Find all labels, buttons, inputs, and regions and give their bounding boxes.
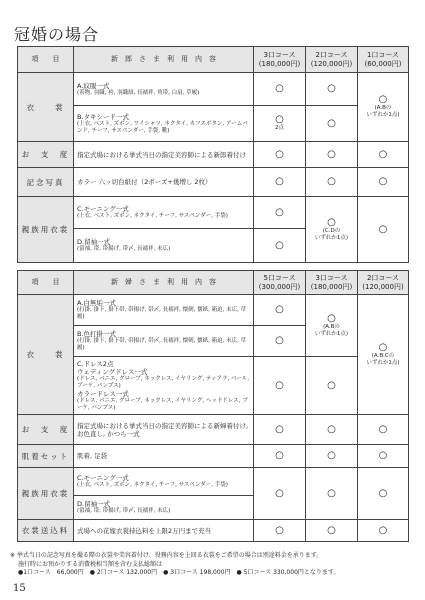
item-content: 指定式場における挙式当日の指定美容師による新郎着付け bbox=[74, 142, 254, 168]
circle-mark: ○ bbox=[358, 468, 409, 520]
category-family: 親族用衣裳 bbox=[18, 197, 74, 263]
item-detail: (ドレス, パニエ, グローブ, ネックレス, イヤリング, ヘッドドレス, ブーケ, パンプス) bbox=[77, 397, 248, 411]
item-title: D.留袖一式 bbox=[77, 238, 111, 246]
circle-mark: ○ bbox=[358, 520, 409, 542]
header-course-2: 2口コース (120,000円) bbox=[358, 271, 409, 295]
item-detail: (打掛, 掛下, 掛下帯, 帯揚げ, 帯〆, 長襦袢, 懐剣, 懐紙, 箱迫, 末広, 草履) bbox=[77, 307, 247, 320]
circle-mark: ○ bbox=[358, 415, 409, 445]
circle-mark: ○ bbox=[254, 197, 306, 229]
circle-mark: ○ bbox=[327, 312, 336, 324]
item-subtitle: カラードレス一式 bbox=[77, 389, 129, 398]
header-item: 項 目 bbox=[18, 47, 74, 73]
circle-mark: ○ bbox=[306, 142, 358, 168]
category-family: 親族用衣裳 bbox=[18, 468, 74, 520]
circle-mark: ○ bbox=[378, 341, 388, 353]
item-detail: (上衣, ベスト, ズボン, ネクタイ, チーフ, サスペンダー, 手袋) bbox=[77, 213, 228, 219]
circle-mark: ○ bbox=[306, 73, 358, 106]
item-detail: (留袖, 帯, 帯揚げ, 帯〆, 長襦袢, 末広) bbox=[77, 508, 171, 514]
circle-mark: ○ bbox=[306, 468, 358, 520]
table-header-row bbox=[18, 47, 409, 73]
circle-mark: ○ bbox=[254, 357, 306, 415]
category-prep: お 支 度 bbox=[18, 142, 74, 168]
header-course-2: 2口コース (120,000円) bbox=[306, 47, 358, 73]
item-title: C.ドレス2点 bbox=[77, 359, 114, 368]
circle-mark: ○ bbox=[254, 468, 306, 520]
table-row bbox=[18, 357, 409, 415]
circle-mark: ○ bbox=[254, 445, 306, 468]
category-shipping: 衣裳送込料 bbox=[18, 520, 74, 542]
circle-mark: ○ bbox=[254, 229, 306, 263]
circle-mark: ○ bbox=[306, 520, 358, 542]
item-detail: (上衣, ベスト, ズボン, ワイシャツ, ネクタイ, カフスボタン, アームバンド, チーフ, サスペンダー, 手袋, 靴) bbox=[77, 120, 248, 134]
table-row bbox=[18, 142, 409, 168]
item-content: 肌着, 足袋 bbox=[74, 445, 254, 468]
item-title: C.モーニング一式 bbox=[77, 205, 129, 213]
circle-mark: ○ bbox=[306, 357, 358, 415]
footnote-line: ●1口コース 66,000円 ● 2口コース 132,000円 ● 3口コース 198,000円 ● 5口コース 330,000円となります。 bbox=[18, 569, 340, 576]
category-skin: 肌着セット bbox=[18, 445, 74, 468]
circle-mark: ○ bbox=[254, 295, 306, 326]
item-detail: (ドレス, パニエ, グローブ, ネックレス, イヤリング, ティアラ, ベール, ブーケ, パンプス) bbox=[77, 375, 250, 389]
header-item: 項 目 bbox=[18, 271, 74, 295]
item-content: 指定式場における挙式当日の指定美容師による新婦着付け, お色直し, かつら一式 bbox=[74, 415, 254, 445]
circle-mark: ○ bbox=[275, 114, 284, 125]
header-course-5: 5口コース (300,000円) bbox=[254, 271, 306, 295]
bride-course-table bbox=[17, 270, 409, 542]
header-content: 新 郎 さ ま 利 用 内 容 bbox=[74, 47, 254, 73]
category-prep: お 支 度 bbox=[18, 415, 74, 445]
category-photo: 記念写真 bbox=[18, 168, 74, 197]
item-content: 式場への花嫁衣裳持込料を上限2万円まで充当 bbox=[74, 520, 254, 542]
item-detail: (打掛, 掛下, 掛下帯, 帯揚げ, 帯〆, 長襦袢, 懐剣, 懐紙, 箱迫, 末広, 草履) bbox=[77, 338, 247, 351]
item-detail: (着物, 羽織, 袴, 羽織紐, 長襦袢, 角帯, 白扇, 草履) bbox=[77, 89, 200, 96]
footnote-line: ※ 挙式当日の記念写真を撮る際の衣裳や美容着付け、役務内容を上回る衣裳をご希望の場合は別途料金を承ります。 bbox=[10, 552, 323, 559]
table-row: 衣 裳 A.白無垢一式 (打掛, 掛下, 掛下帯, 帯揚げ, 帯〆, 長襦袢, 懐剣, 懐紙, 箱迫, 末広, 草履) ○ ○ (A.Bの いずれか1点) ○ (A.B.Cの いずれか1点) bbox=[18, 295, 409, 326]
table-row bbox=[18, 415, 409, 445]
circle-mark: ○ bbox=[254, 142, 306, 168]
item-title: B.色打掛一式 bbox=[77, 330, 117, 338]
footnote-line: 施行時にお預かりする消費税相当額を含む支払総額は bbox=[18, 560, 163, 568]
header-content: 新 婦 さ ま 利 用 内 容 bbox=[74, 271, 254, 295]
category-costume: 衣 裳 bbox=[18, 295, 74, 415]
circle-mark: ○ bbox=[306, 106, 358, 142]
circle-mark: ○ bbox=[254, 520, 306, 542]
circle-mark: ○ bbox=[254, 168, 306, 197]
groom-course-table bbox=[17, 46, 409, 263]
circle-mark: ○ bbox=[306, 445, 358, 468]
circle-mark: ○ bbox=[358, 197, 409, 263]
table-row: 衣 裳 A.紋服一式 (着物, 羽織, 袴, 羽織紐, 長襦袢, 角帯, 白扇, 草履) ○ ○ ○ (A.Bの いずれか1点) bbox=[18, 73, 409, 106]
header-course-3: 3口コース (180,000円) bbox=[254, 47, 306, 73]
table-row bbox=[18, 468, 409, 496]
table-row bbox=[18, 106, 409, 142]
circle-mark: ○ bbox=[358, 142, 409, 168]
table-row bbox=[18, 520, 409, 542]
footnote bbox=[10, 552, 418, 578]
table-row bbox=[18, 445, 409, 468]
item-title: B.タキシード一式 bbox=[77, 112, 129, 121]
table-header-row bbox=[18, 271, 409, 295]
circle-mark: ○ bbox=[327, 216, 336, 228]
item-subtitle: ウェディングドレス一式 bbox=[77, 367, 148, 376]
item-title: A.紋服一式 bbox=[77, 81, 110, 90]
item-detail: (留袖, 帯, 帯揚げ, 帯〆, 長襦袢, 末広) bbox=[77, 246, 171, 252]
item-detail: (上衣, ベスト, ズボン, ネクタイ, チーフ, サスペンダー, 手袋) bbox=[77, 482, 228, 488]
page-title: 冠婚の場合 bbox=[14, 25, 100, 44]
circle-mark: ○ bbox=[254, 73, 306, 106]
circle-mark: ○ bbox=[306, 415, 358, 445]
item-content: カラー 六ッ切台紙付（2ポーズ+幾増し 2枚） bbox=[74, 168, 254, 197]
item-title: D.留袖一式 bbox=[77, 500, 111, 508]
circle-mark: ○ bbox=[254, 415, 306, 445]
category-costume: 衣 裳 bbox=[18, 73, 74, 142]
page-number: 15 bbox=[13, 583, 26, 594]
header-course-1: 1口コース (60,000円) bbox=[358, 47, 409, 73]
circle-mark: ○ bbox=[254, 326, 306, 357]
circle-mark: ○ bbox=[378, 94, 388, 105]
item-title: A.白無垢一式 bbox=[77, 299, 116, 307]
header-course-3: 3口コース (180,000円) bbox=[306, 271, 358, 295]
circle-mark: ○ bbox=[358, 168, 409, 197]
circle-mark: ○ bbox=[358, 445, 409, 468]
table-row bbox=[18, 168, 409, 197]
circle-mark: ○ bbox=[306, 168, 358, 197]
table-row: 親族用衣裳 C.モーニング一式 (上衣, ベスト, ズボン, ネクタイ, チーフ, サスペンダー, 手袋) ○ ○ (C.Dの いずれか1点) ○ bbox=[18, 197, 409, 229]
item-title: C.モーニング一式 bbox=[77, 474, 129, 482]
note-2pts: 2点 bbox=[275, 125, 284, 131]
